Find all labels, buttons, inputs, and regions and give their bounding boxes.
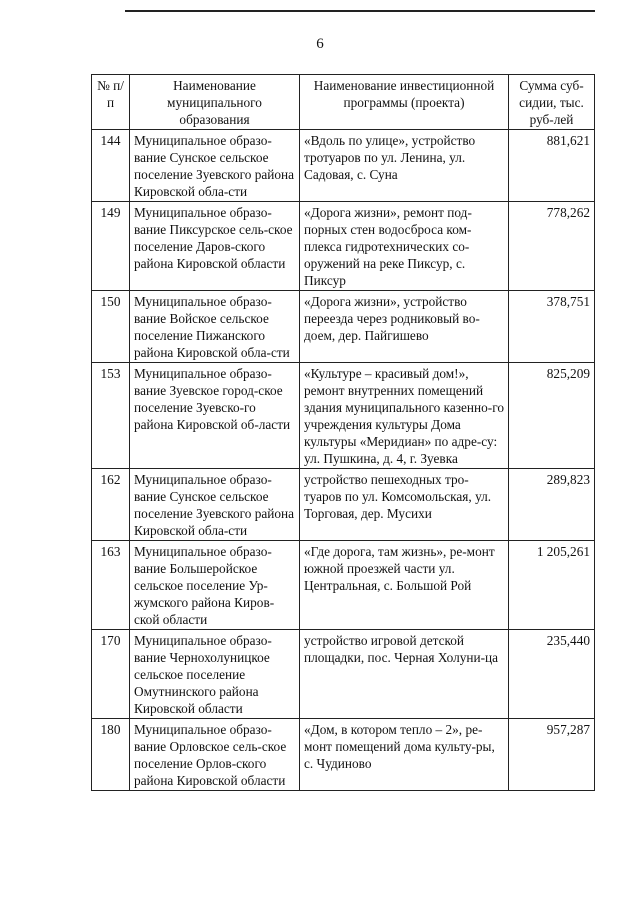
table-row (92, 469, 595, 541)
row-municipality: Муниципальное образо-вание Зуевское город-ское поселение Зуевско-го района Кировской об-ласти (130, 363, 300, 469)
row-municipality: Муниципальное образо-вание Сунское сельское поселение Зуевского района Кировской обла-сти (130, 469, 300, 541)
subsidy-table (91, 74, 595, 791)
row-num: 144 (92, 130, 130, 202)
top-rule (125, 10, 595, 12)
row-num: 150 (92, 291, 130, 363)
header-municipality: Наименование муниципального образования (130, 75, 300, 130)
row-program: «Где дорога, там жизнь», ре-монт южной проезжей части ул. Центральная, с. Большой Рой (300, 541, 509, 630)
row-municipality: Муниципальное образо-вание Войское сельское поселение Пижанского района Кировской обла-сти (130, 291, 300, 363)
row-program: устройство игровой детской площадки, пос. Черная Холуни-ца (300, 630, 509, 719)
table-row (92, 130, 595, 202)
row-program: «Дом, в котором тепло – 2», ре-монт помещений дома культу-ры, с. Чудиново (300, 719, 509, 791)
row-municipality: Муниципальное образо-вание Чернохолуницкое сельское поселение Омутнинского района Кировской области (130, 630, 300, 719)
table-row (92, 541, 595, 630)
row-program: «Культуре – красивый дом!», ремонт внутренних помещений здания муниципального казенно-го учреждения культуры Дома культуры «Меридиан» по адре-су: ул. Пушкина, д. 4, г. Зуевка (300, 363, 509, 469)
table-row (92, 291, 595, 363)
row-municipality: Муниципальное образо-вание Большеройское сельское поселение Ур-жумского района Киров-ской области (130, 541, 300, 630)
header-num: № п/п (92, 75, 130, 130)
row-program: «Дорога жизни», ремонт под-порных стен водосброса ком-плекса гидротехнических со-оружений на реке Пиксур, с. Пиксур (300, 202, 509, 291)
row-num: 163 (92, 541, 130, 630)
row-sum: 957,287 (509, 719, 595, 791)
row-sum: 825,209 (509, 363, 595, 469)
row-num: 162 (92, 469, 130, 541)
row-sum: 881,621 (509, 130, 595, 202)
row-sum: 1 205,261 (509, 541, 595, 630)
row-sum: 778,262 (509, 202, 595, 291)
row-municipality: Муниципальное образо-вание Сунское сельское поселение Зуевского района Кировской обла-сти (130, 130, 300, 202)
table-row (92, 630, 595, 719)
page-number: 6 (316, 36, 324, 52)
row-num: 180 (92, 719, 130, 791)
header-program: Наименование инвестиционной программы (проекта) (300, 75, 509, 130)
table-header-row (92, 75, 595, 130)
row-program: «Вдоль по улице», устройство тротуаров по ул. Ленина, ул. Садовая, с. Суна (300, 130, 509, 202)
row-sum: 378,751 (509, 291, 595, 363)
header-sum: Сумма суб-сидии, тыс. руб-лей (509, 75, 595, 130)
row-num: 153 (92, 363, 130, 469)
table-row (92, 719, 595, 791)
row-sum: 289,823 (509, 469, 595, 541)
row-num: 170 (92, 630, 130, 719)
row-num: 149 (92, 202, 130, 291)
row-program: «Дорога жизни», устройство переезда через родниковый во-доем, дер. Пайгишево (300, 291, 509, 363)
row-program: устройство пешеходных тро-туаров по ул. Комсомольская, ул. Торговая, дер. Мусихи (300, 469, 509, 541)
row-municipality: Муниципальное образо-вание Пиксурское сель-ское поселение Даров-ского района Кировской области (130, 202, 300, 291)
table-row (92, 363, 595, 469)
row-municipality: Муниципальное образо-вание Орловское сель-ское поселение Орлов-ского района Кировской области (130, 719, 300, 791)
table-row (92, 202, 595, 291)
row-sum: 235,440 (509, 630, 595, 719)
